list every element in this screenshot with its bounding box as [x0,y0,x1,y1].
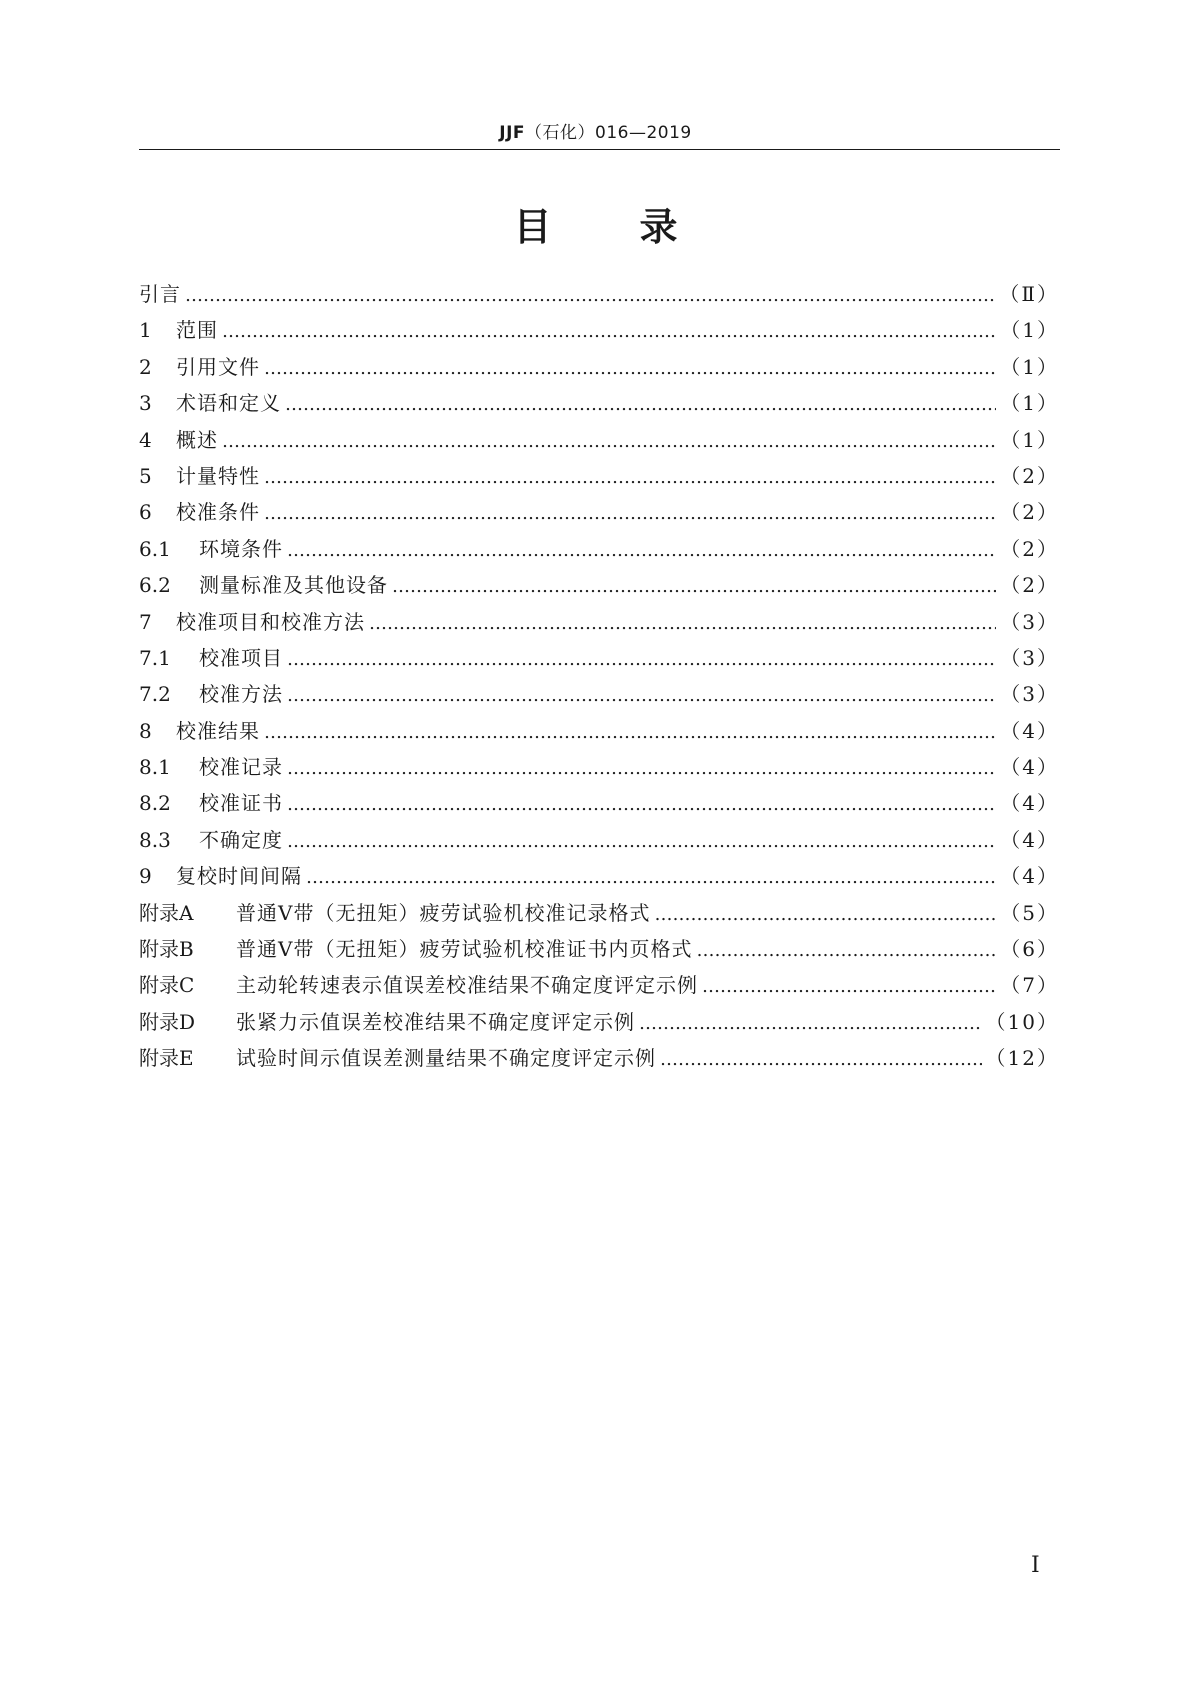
toc-entry-page: （Ⅱ） [999,282,1059,306]
toc-entry-number: 6 [139,500,152,525]
document-code-rest: （石化）016—2019 [525,123,692,143]
page-number: Ⅰ [1031,1553,1040,1578]
toc-dot-leader [287,646,996,670]
toc-dot-leader [264,500,996,524]
toc-entry-page: （7） [1000,973,1059,998]
toc-entry-number: 附录A [139,900,194,925]
toc-entry[interactable] [139,715,1059,751]
toc-entry-label: 校准证书 [199,791,283,816]
toc-entry[interactable] [139,387,1059,423]
toc-entry-number: 6.2 [139,573,171,598]
toc-entry-page: （4） [1000,791,1059,816]
toc-entry[interactable] [139,1006,1059,1042]
toc-entry-page: （2） [1000,536,1059,561]
toc-entry-page: （5） [1000,900,1059,925]
toc-entry-label: 普通V带（无扭矩）疲劳试验机校准证书内页格式 [236,937,693,962]
toc-entry-number: 6.1 [139,536,171,561]
toc-entry-label: 主动轮转速表示值误差校准结果不确定度评定示例 [236,973,698,998]
toc-dot-leader [287,682,996,706]
toc-entry-page: （4） [1000,864,1059,889]
toc-entry[interactable] [139,933,1059,969]
toc-dot-leader [639,1010,982,1034]
toc-entry-label: 不确定度 [199,827,283,852]
toc-dot-leader [696,937,996,961]
title-char-2: 录 [639,205,678,249]
toc-entry[interactable] [139,969,1059,1005]
toc-entry-page: （1） [1000,427,1059,452]
toc-entry[interactable] [139,424,1059,460]
toc-entry[interactable] [139,787,1059,823]
toc-entry-label: 校准条件 [176,500,260,525]
toc-dot-leader [287,828,996,852]
toc-entry-number: 附录D [139,1009,196,1034]
toc-entry-label: 校准项目和校准方法 [176,609,365,634]
toc-entry-page: （1） [1000,354,1059,379]
toc-entry-number: 2 [139,354,152,379]
toc-entry-page: （3） [1000,645,1059,670]
toc-entry[interactable] [139,569,1059,605]
toc-entry[interactable] [139,751,1059,787]
toc-dot-leader [660,1046,982,1070]
toc-entry-page: （2） [1000,500,1059,525]
toc-entry-page: （12） [985,1046,1059,1071]
toc-entry-number: 8.3 [139,827,171,852]
toc-entry-number: 7 [139,609,152,634]
toc-entry[interactable] [139,606,1059,642]
toc-entry-label: 校准项目 [199,645,283,670]
page-title [0,196,1191,251]
toc-dot-leader [222,428,996,452]
toc-dot-leader [392,573,996,597]
header-rule [139,149,1060,150]
toc-entry-page: （1） [1000,318,1059,343]
title-char-1: 目 [513,205,552,249]
toc-dot-leader [287,537,996,561]
toc-entry[interactable] [139,496,1059,532]
toc-entry-label: 校准记录 [199,755,283,780]
toc-entry-page: （2） [1000,463,1059,488]
toc-entry-number: 7.1 [139,645,171,670]
toc-entry-number: 附录E [139,1046,194,1071]
toc-entry-number: 8.1 [139,755,171,780]
toc-dot-leader [264,719,996,743]
toc-entry-label: 张紧力示值误差校准结果不确定度评定示例 [236,1009,635,1034]
toc-entry[interactable] [139,860,1059,896]
toc-entry-number: 8.2 [139,791,171,816]
toc-entry-label: 引言 [139,282,181,306]
toc-entry-number: 7.2 [139,682,171,707]
toc-entry[interactable] [139,533,1059,569]
toc-entry-number: 8 [139,718,152,743]
toc-entry-page: （10） [985,1009,1059,1034]
toc-dot-leader [654,901,996,925]
toc-entry-label: 测量标准及其他设备 [199,573,388,598]
toc-entry-number: 9 [139,864,152,889]
toc-entry-label: 环境条件 [199,536,283,561]
toc-entry-label: 校准方法 [199,682,283,707]
toc-entry-page: （1） [1000,391,1059,416]
toc-entry-number: 5 [139,463,152,488]
toc-entry-page: （4） [1000,718,1059,743]
toc-entry-label: 引用文件 [176,354,260,379]
toc-entry[interactable] [139,642,1059,678]
toc-entry[interactable] [139,824,1059,860]
toc-entry-label: 校准结果 [176,718,260,743]
toc-entry[interactable] [139,897,1059,933]
document-code-prefix: JJF [499,123,526,143]
toc-entry[interactable] [139,1042,1059,1078]
toc-entry-number: 附录B [139,937,194,962]
document-code [0,118,1191,143]
toc-entry[interactable] [139,278,1059,314]
toc-entry-number: 3 [139,391,152,416]
toc-entry-label: 复校时间间隔 [176,864,302,889]
toc-entry[interactable] [139,314,1059,350]
toc-entry-number: 附录C [139,973,195,998]
table-of-contents [139,278,1059,1079]
toc-dot-leader [287,755,996,779]
toc-entry-label: 试验时间示值误差测量结果不确定度评定示例 [236,1046,656,1071]
toc-dot-leader [222,318,996,342]
toc-entry[interactable] [139,351,1059,387]
toc-entry-number: 1 [139,318,152,343]
toc-dot-leader [285,391,996,415]
toc-entry-label: 普通V带（无扭矩）疲劳试验机校准记录格式 [236,900,651,925]
toc-dot-leader [306,864,996,888]
toc-dot-leader [369,610,996,634]
toc-entry[interactable] [139,460,1059,496]
toc-entry-page: （4） [1000,755,1059,780]
toc-dot-leader [185,282,995,306]
toc-dot-leader [702,973,996,997]
toc-entry[interactable] [139,678,1059,714]
toc-entry-page: （3） [1000,682,1059,707]
toc-entry-page: （6） [1000,937,1059,962]
toc-dot-leader [287,791,996,815]
toc-entry-label: 术语和定义 [176,391,281,416]
toc-entry-number: 4 [139,427,152,452]
toc-dot-leader [264,464,996,488]
toc-entry-label: 概述 [176,427,218,452]
toc-entry-page: （4） [1000,827,1059,852]
toc-entry-label: 范围 [176,318,218,343]
toc-entry-page: （2） [1000,573,1059,598]
toc-entry-page: （3） [1000,609,1059,634]
toc-entry-label: 计量特性 [176,463,260,488]
toc-dot-leader [264,355,996,379]
